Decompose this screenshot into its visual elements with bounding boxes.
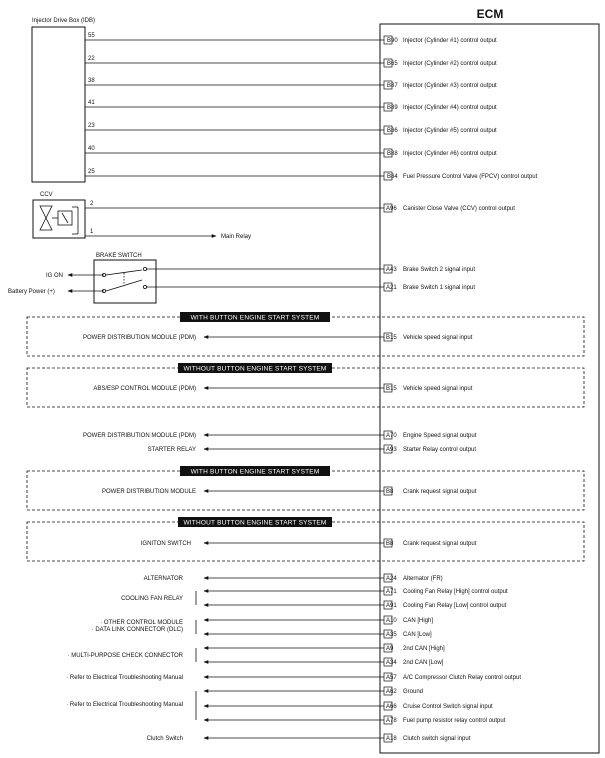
ecm-pin: B8 — [386, 489, 394, 495]
idb-pin: 38 — [88, 78, 95, 84]
crank-with-banner-text: WITH BUTTON ENGINE START SYSTEM — [190, 468, 320, 476]
idb-pin: 40 — [88, 146, 95, 152]
signal-desc: Cruise Control Switch signal input — [403, 704, 493, 710]
ecm-pin: A21 — [386, 285, 397, 291]
signal-desc: Crank request signal output — [403, 541, 477, 547]
ecm-pin: B84 — [387, 174, 398, 180]
crank-without-label: IGNITON SWITCH — [140, 541, 191, 547]
idb-title: Injector Drive Box (IDB) — [32, 18, 96, 24]
ecm-pin: B86 — [387, 128, 398, 134]
ref-manual-label-2: · Refer to Electrical Troubleshooting Manual — [66, 702, 183, 708]
signal-desc: Brake Switch 2 signal input — [403, 267, 476, 273]
ecm-pin: A24 — [386, 576, 397, 582]
ecm-pin: A93 — [386, 447, 397, 453]
signal-desc: Injector (Cylinder #1) control output — [403, 38, 497, 44]
crank-without-banner-text: WITHOUT BUTTON ENGINE START SYSTEM — [183, 519, 327, 527]
idb-box — [32, 27, 85, 182]
idb-row-3 — [85, 78, 497, 89]
signal-desc: CAN [Low] — [403, 632, 432, 638]
idb-pin: 23 — [88, 123, 95, 129]
ecm-pin: A66 — [386, 704, 397, 710]
idb-pin: 41 — [88, 100, 95, 106]
brake-switch-contact-icon — [102, 267, 146, 292]
ecm-pin: A43 — [386, 267, 397, 273]
cooling-fan-relay-label: COOLING FAN RELAY — [121, 596, 183, 602]
signal-desc: 2nd CAN [High] — [403, 646, 445, 652]
ecm-pin: A35 — [386, 632, 397, 638]
clutch-switch-label: Clutch Switch — [146, 736, 183, 742]
ecm-pin: A96 — [386, 206, 397, 212]
ecm-pin: B88 — [387, 151, 398, 157]
ecm-pin: A71 — [386, 589, 397, 595]
brake-switch-1-row — [146, 283, 475, 291]
signal-desc: Cooling Fan Relay [Low] control output — [403, 603, 507, 609]
ref-manual-label-1: · Refer to Electrical Troubleshooting Manual — [66, 675, 183, 681]
vs-with-label: POWER DISTRIBUTION MODULE (PDM) — [82, 335, 196, 341]
idb-pin: 25 — [88, 169, 95, 175]
crank-without-dashed-box — [27, 519, 584, 561]
signal-desc: Brake Switch 1 signal input — [403, 285, 476, 291]
ecm-pin: B15 — [386, 386, 397, 392]
ecm-pin: B89 — [387, 105, 398, 111]
starter-relay-label: STARTER RELAY — [147, 447, 196, 453]
ecm-pin: B65 — [387, 61, 398, 67]
signal-desc: Vehicle speed signal input — [403, 335, 473, 341]
ecm-pin: A57 — [386, 675, 397, 681]
signal-desc: Injector (Cylinder #2) control output — [403, 61, 497, 67]
ccv-row-1 — [85, 229, 251, 240]
signal-desc: 2nd CAN [Low] — [403, 660, 444, 666]
ccv-pin: 2 — [90, 201, 94, 207]
ecm-title: ECM — [476, 7, 504, 21]
ecm-pin: B90 — [387, 38, 398, 44]
signal-desc: Engine Speed signal output — [403, 433, 477, 439]
ecm-pin: A91 — [386, 603, 397, 609]
battery-power-label: Battery Power (+) — [8, 289, 55, 295]
dlc-label: · DATA LINK CONNECTOR (DLC) — [91, 627, 183, 633]
ecm-pin: A18 — [386, 736, 397, 742]
ecm-pin: A62 — [386, 689, 397, 695]
signal-desc: Starter Relay control output — [403, 447, 477, 453]
ecm-pin: A70 — [386, 433, 397, 439]
signal-desc: Fuel pump resistor relay control output — [403, 718, 506, 724]
ecm-pin: A78 — [386, 718, 397, 724]
main-relay-label: Main Relay — [221, 234, 252, 240]
ccv-row-2 — [85, 201, 515, 212]
idb-row-6 — [85, 146, 497, 157]
ecm-pin: A10 — [386, 618, 397, 624]
ecm-pin: A34 — [386, 660, 397, 666]
multi-purpose-check-connector-label: · MULTI-PURPOSE CHECK CONNECTOR — [67, 653, 183, 659]
idb-row-1 — [85, 33, 497, 44]
other-control-module-label: · OTHER CONTROL MODULE — [100, 620, 183, 626]
alternator-label: ALTERNATOR — [143, 576, 183, 582]
brake-switch-box — [94, 260, 156, 303]
idb-row-2 — [85, 56, 497, 67]
engine-pdm-label: POWER DISTRIBUTION MODULE (PDM) — [82, 433, 196, 439]
signal-desc: Crank request signal output — [403, 489, 477, 495]
signal-desc: Injector (Cylinder #4) control output — [403, 105, 497, 111]
signal-desc: Injector (Cylinder #3) control output — [403, 83, 497, 89]
signal-desc: CAN [High] — [403, 618, 434, 624]
vs-without-banner-text: WITHOUT BUTTON ENGINE START SYSTEM — [183, 365, 327, 373]
ecm-pin: A9 — [386, 646, 394, 652]
signal-desc: Injector (Cylinder #6) control output — [403, 151, 497, 157]
ccv-valve-symbol-icon — [40, 206, 78, 234]
signal-desc: Fuel Pressure Control Valve (FPCV) control output — [403, 174, 538, 180]
idb-row-7 — [85, 169, 538, 180]
vs-without-label: ABS/ESP CONTROL MODULE (PDM) — [93, 386, 196, 392]
signal-desc: Ground — [403, 689, 424, 695]
signal-desc: Clutch switch signal input — [403, 736, 471, 742]
signal-desc: Canister Close Valve (CCV) control output — [403, 206, 515, 212]
ccv-title: CCV — [40, 192, 53, 198]
idb-row-4 — [85, 100, 497, 111]
signal-desc: A/C Compressor Clutch Relay control output — [403, 675, 522, 681]
signal-desc: Cooling Fan Relay [High] control output — [403, 589, 508, 595]
ccv-pin: 1 — [90, 229, 94, 235]
ig-on-label: IG ON — [46, 273, 64, 279]
idb-pin: 55 — [88, 33, 95, 39]
signal-desc: Injector (Cylinder #5) control output — [403, 128, 497, 134]
idb-pin: 22 — [88, 56, 95, 62]
signal-desc: Vehicle speed signal input — [403, 386, 473, 392]
brake-switch-title: BRAKE SWITCH — [96, 253, 142, 259]
ecm-pin: B8 — [386, 541, 394, 547]
brake-switch-2-row — [146, 265, 475, 273]
ecm-pin: B15 — [386, 335, 397, 341]
idb-row-5 — [85, 123, 497, 134]
signal-desc: Alternator (FR) — [403, 576, 443, 582]
ecm-pin: B87 — [387, 83, 398, 89]
crank-with-label: POWER DISTRIBUTION MODULE — [101, 489, 196, 495]
vs-with-banner-text: WITH BUTTON ENGINE START SYSTEM — [190, 314, 320, 322]
